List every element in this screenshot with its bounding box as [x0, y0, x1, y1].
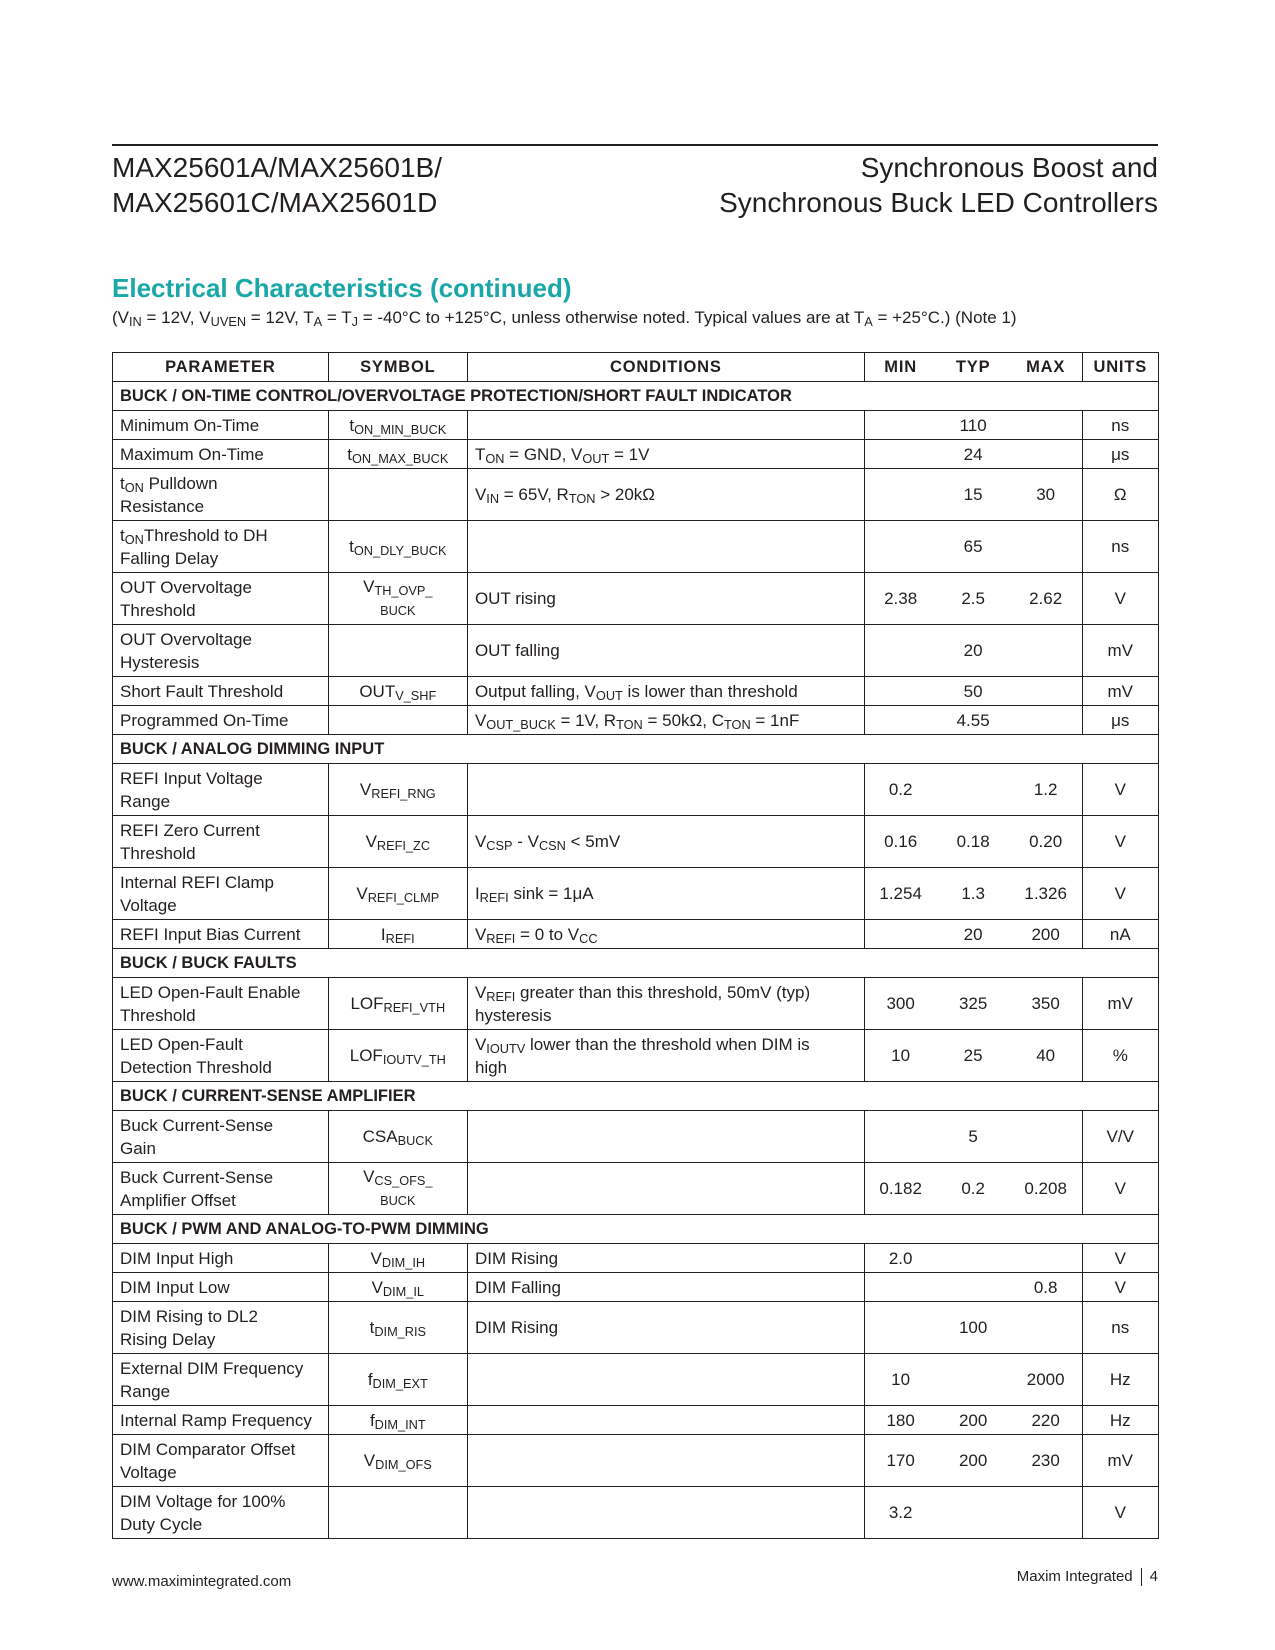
table-group-row [113, 1215, 1159, 1244]
cell-conditions: DIM Rising [467, 1244, 864, 1273]
cell-min: 0.16 [864, 816, 936, 868]
cell-max: 220 [1010, 1406, 1082, 1435]
col-header-min: MIN [864, 353, 936, 382]
cell-conditions: OUT rising [467, 573, 864, 625]
part-numbers-line2: MAX25601C/MAX25601D [112, 187, 438, 218]
cell-units: V/V [1082, 1111, 1158, 1163]
cell-min: 170 [864, 1435, 936, 1487]
cell-conditions [467, 1406, 864, 1435]
cell-units: μs [1082, 440, 1158, 469]
cell-parameter: External DIM Frequency Range [113, 1354, 329, 1406]
cell-parameter: REFI Zero Current Threshold [113, 816, 329, 868]
cell-max [1010, 1302, 1082, 1354]
cell-min: 0.182 [864, 1163, 936, 1215]
cell-units: mV [1082, 978, 1158, 1030]
table-row [113, 1354, 1159, 1406]
table-row [113, 1273, 1159, 1302]
cell-min [864, 411, 936, 440]
cell-symbol: $V_{CS\_OFS\_}$ BUCK [328, 1163, 467, 1215]
col-header-parameter: PARAMETER [113, 353, 329, 382]
cell-max [1010, 625, 1082, 677]
group-label: BUCK / BUCK FAULTS [113, 949, 1159, 978]
cell-conditions: $T_{ON}$ = GND, $V_{OUT} = 1V$ [467, 440, 864, 469]
document-title [719, 150, 1158, 220]
cell-parameter: LED Open-Fault Enable Threshold [113, 978, 329, 1030]
table-row [113, 440, 1159, 469]
cell-conditions: $V_{REFI} = 0$ to $V_{CC}$ [467, 920, 864, 949]
cell-units: Hz [1082, 1354, 1158, 1406]
footer-divider [1141, 1568, 1142, 1586]
table-row [113, 1030, 1159, 1082]
cell-conditions: $V_{IOUTV}$ lower than the threshold when DIM is high [467, 1030, 864, 1082]
cell-min: 3.2 [864, 1487, 936, 1539]
cell-symbol: $I_{REFI}$ [328, 920, 467, 949]
cell-min: 180 [864, 1406, 936, 1435]
cell-max [1010, 521, 1082, 573]
cell-units: nA [1082, 920, 1158, 949]
cell-parameter: DIM Rising to DL2 Rising Delay [113, 1302, 329, 1354]
cell-typ [937, 764, 1010, 816]
cell-max: 200 [1010, 920, 1082, 949]
cell-symbol: $LOF_{IOUTV\_TH}$ [328, 1030, 467, 1082]
cell-max: 0.8 [1010, 1273, 1082, 1302]
cell-symbol: $f_{DIM\_INT}$ [328, 1406, 467, 1435]
col-header-max: MAX [1010, 353, 1082, 382]
cell-units: Hz [1082, 1406, 1158, 1435]
cell-symbol [328, 625, 467, 677]
cell-symbol: $V_{REFI\_RNG}$ [328, 764, 467, 816]
table-row [113, 1111, 1159, 1163]
section-conditions: ($V_{IN} = 12V$, $V_{UVEN} = 12V$, $T_A = T_J = -40^\circ C$ to +125°C, unless otherwise noted. Typical values are at $T_A = +25^\circ C$.) (Note 1) [112, 308, 1017, 330]
cell-min: 2.38 [864, 573, 936, 625]
cell-parameter: DIM Comparator Offset Voltage [113, 1435, 329, 1487]
table-row [113, 469, 1159, 521]
document-title-line2: Synchronous Buck LED Controllers [719, 187, 1158, 218]
cell-max [1010, 1487, 1082, 1539]
table-group-row [113, 382, 1159, 411]
cell-parameter: DIM Voltage for 100% Duty Cycle [113, 1487, 329, 1539]
cell-min [864, 920, 936, 949]
cell-symbol: $LOF_{REFI\_VTH}$ [328, 978, 467, 1030]
cell-units: V [1082, 1487, 1158, 1539]
cell-typ: 5 [937, 1111, 1010, 1163]
cell-parameter: OUT Overvoltage Hysteresis [113, 625, 329, 677]
cell-max [1010, 440, 1082, 469]
cell-symbol: $t_{DIM\_RIS}$ [328, 1302, 467, 1354]
cell-min [864, 706, 936, 735]
cell-parameter: Internal Ramp Frequency [113, 1406, 329, 1435]
cell-conditions: $V_{OUT\_BUCK} = 1V$, $R_{TON} = 50k\Omega$, $C_{TON} = 1nF$ [467, 706, 864, 735]
cell-min [864, 1111, 936, 1163]
cell-conditions: $V_{IN} = 65V$, $R_{TON} > 20k\Omega$ [467, 469, 864, 521]
cell-parameter: Buck Current-Sense Amplifier Offset [113, 1163, 329, 1215]
cell-typ [937, 1273, 1010, 1302]
footer-company [1017, 1568, 1158, 1586]
cell-units: mV [1082, 625, 1158, 677]
cell-parameter: Buck Current-Sense Gain [113, 1111, 329, 1163]
group-label: BUCK / ON-TIME CONTROL/OVERVOLTAGE PROTECTION/SHORT FAULT INDICATOR [113, 382, 1159, 411]
table-row [113, 625, 1159, 677]
cell-max: 30 [1010, 469, 1082, 521]
table-row [113, 978, 1159, 1030]
cell-conditions: $V_{REFI}$ greater than this threshold, 50mV (typ) hysteresis [467, 978, 864, 1030]
part-numbers-line1: MAX25601A/MAX25601B/ [112, 152, 442, 183]
cell-typ [937, 1244, 1010, 1273]
cell-units: V [1082, 868, 1158, 920]
cell-parameter: REFI Input Voltage Range [113, 764, 329, 816]
cell-typ: 200 [937, 1406, 1010, 1435]
cell-min: 0.2 [864, 764, 936, 816]
cell-units: ns [1082, 1302, 1158, 1354]
table-group-row [113, 949, 1159, 978]
section-title: Electrical Characteristics (continued) [112, 273, 572, 303]
cell-typ: 20 [937, 920, 1010, 949]
table-row [113, 573, 1159, 625]
cell-max [1010, 706, 1082, 735]
cell-max: 2000 [1010, 1354, 1082, 1406]
cell-parameter: DIM Input High [113, 1244, 329, 1273]
cell-parameter: Programmed On-Time [113, 706, 329, 735]
cell-conditions [467, 1354, 864, 1406]
cell-units: mV [1082, 1435, 1158, 1487]
cell-typ: 50 [937, 677, 1010, 706]
cell-parameter: LED Open-Fault Detection Threshold [113, 1030, 329, 1082]
table-row [113, 1302, 1159, 1354]
cell-units: % [1082, 1030, 1158, 1082]
cell-min [864, 521, 936, 573]
cell-max: 230 [1010, 1435, 1082, 1487]
table-row [113, 1487, 1159, 1539]
header-rule [112, 144, 1158, 146]
cell-typ: 1.3 [937, 868, 1010, 920]
cell-symbol: $V_{REFI\_CLMP}$ [328, 868, 467, 920]
cell-typ: 4.55 [937, 706, 1010, 735]
cell-conditions: $V_{CSP} - V_{CSN} < 5mV$ [467, 816, 864, 868]
cell-max [1010, 1111, 1082, 1163]
cell-max: 2.62 [1010, 573, 1082, 625]
cell-units: V [1082, 1163, 1158, 1215]
cell-max [1010, 411, 1082, 440]
table-row [113, 764, 1159, 816]
cell-parameter: DIM Input Low [113, 1273, 329, 1302]
cell-max: 1.326 [1010, 868, 1082, 920]
cell-typ: 25 [937, 1030, 1010, 1082]
table-row [113, 920, 1159, 949]
cell-typ: 20 [937, 625, 1010, 677]
cell-min: 1.254 [864, 868, 936, 920]
table-row [113, 1163, 1159, 1215]
cell-parameter: $t_{ON}$ Pulldown Resistance [113, 469, 329, 521]
cell-typ: 2.5 [937, 573, 1010, 625]
cell-units: V [1082, 1273, 1158, 1302]
table-header-row [113, 353, 1159, 382]
cell-min [864, 469, 936, 521]
col-header-symbol: SYMBOL [328, 353, 467, 382]
cell-parameter: Internal REFI Clamp Voltage [113, 868, 329, 920]
cell-units: ns [1082, 521, 1158, 573]
cell-conditions [467, 411, 864, 440]
cell-min [864, 440, 936, 469]
page-number: 4 [1149, 1568, 1158, 1585]
cell-parameter: Minimum On-Time [113, 411, 329, 440]
cell-typ [937, 1354, 1010, 1406]
table-group-row [113, 735, 1159, 764]
cell-symbol: $t_{ON\_MAX\_BUCK}$ [328, 440, 467, 469]
footer-company-name: Maxim Integrated [1016, 1568, 1133, 1585]
electrical-characteristics-table [112, 352, 1159, 1539]
cell-conditions [467, 1435, 864, 1487]
cell-parameter: REFI Input Bias Current [113, 920, 329, 949]
cell-parameter: Short Fault Threshold [113, 677, 329, 706]
table-row [113, 706, 1159, 735]
cell-symbol: $V_{DIM\_IH}$ [328, 1244, 467, 1273]
cell-min [864, 677, 936, 706]
cell-symbol: $t_{ON\_DLY\_BUCK}$ [328, 521, 467, 573]
cell-symbol [328, 469, 467, 521]
part-numbers [112, 150, 442, 220]
cell-max: 0.20 [1010, 816, 1082, 868]
group-label: BUCK / ANALOG DIMMING INPUT [113, 735, 1159, 764]
table-row [113, 411, 1159, 440]
table-row [113, 1406, 1159, 1435]
col-header-typ: TYP [937, 353, 1010, 382]
cell-typ: 100 [937, 1302, 1010, 1354]
group-label: BUCK / PWM AND ANALOG-TO-PWM DIMMING [113, 1215, 1159, 1244]
cell-min: 10 [864, 1354, 936, 1406]
cell-conditions: Output falling, $V_{OUT}$ is lower than threshold [467, 677, 864, 706]
cell-typ: 325 [937, 978, 1010, 1030]
cell-symbol: $CSA_{BUCK}$ [328, 1111, 467, 1163]
cell-units: V [1082, 1244, 1158, 1273]
cell-conditions [467, 521, 864, 573]
cell-min [864, 1273, 936, 1302]
cell-max: 1.2 [1010, 764, 1082, 816]
cell-max: 0.208 [1010, 1163, 1082, 1215]
cell-symbol: $V_{DIM\_OFS}$ [328, 1435, 467, 1487]
table-group-row [113, 1082, 1159, 1111]
cell-typ: 0.18 [937, 816, 1010, 868]
table-row [113, 521, 1159, 573]
cell-symbol [328, 1487, 467, 1539]
cell-parameter: OUT Overvoltage Threshold [113, 573, 329, 625]
group-label: BUCK / CURRENT-SENSE AMPLIFIER [113, 1082, 1159, 1111]
cell-conditions: DIM Rising [467, 1302, 864, 1354]
cell-typ: 200 [937, 1435, 1010, 1487]
cell-conditions: DIM Falling [467, 1273, 864, 1302]
cell-units: μs [1082, 706, 1158, 735]
cell-typ: 15 [937, 469, 1010, 521]
cell-conditions [467, 1163, 864, 1215]
cell-typ: 65 [937, 521, 1010, 573]
cell-typ [937, 1487, 1010, 1539]
cell-units: V [1082, 816, 1158, 868]
footer-website: www.maximintegrated.com [112, 1573, 292, 1590]
cell-max [1010, 1244, 1082, 1273]
col-header-units: UNITS [1082, 353, 1158, 382]
cell-min [864, 625, 936, 677]
table-row [113, 677, 1159, 706]
cell-units: V [1082, 764, 1158, 816]
cell-max [1010, 677, 1082, 706]
cell-units: mV [1082, 677, 1158, 706]
cell-min: 2.0 [864, 1244, 936, 1273]
cell-symbol [328, 706, 467, 735]
cell-symbol: $V_{REFI\_ZC}$ [328, 816, 467, 868]
cell-symbol: $f_{DIM\_EXT}$ [328, 1354, 467, 1406]
cell-min: 10 [864, 1030, 936, 1082]
cell-conditions [467, 764, 864, 816]
cell-max: 350 [1010, 978, 1082, 1030]
cell-parameter: $t_{ON}Threshold$ to DH Falling Delay [113, 521, 329, 573]
cell-typ: 0.2 [937, 1163, 1010, 1215]
cell-units: ns [1082, 411, 1158, 440]
cell-typ: 110 [937, 411, 1010, 440]
table-row [113, 1435, 1159, 1487]
table-body [113, 382, 1159, 1539]
document-title-line1: Synchronous Boost and [860, 152, 1158, 183]
cell-symbol: $OUT_{V\_SHF}$ [328, 677, 467, 706]
cell-typ: 24 [937, 440, 1010, 469]
cell-min [864, 1302, 936, 1354]
cell-conditions [467, 1111, 864, 1163]
cell-units: V [1082, 573, 1158, 625]
cell-conditions [467, 1487, 864, 1539]
table-row [113, 868, 1159, 920]
cell-min: 300 [864, 978, 936, 1030]
cell-conditions: $I_{REFI}$ sink = 1μA [467, 868, 864, 920]
cell-conditions: OUT falling [467, 625, 864, 677]
cell-parameter: Maximum On-Time [113, 440, 329, 469]
cell-max: 40 [1010, 1030, 1082, 1082]
table-row [113, 816, 1159, 868]
col-header-conditions: CONDITIONS [467, 353, 864, 382]
cell-units: Ω [1082, 469, 1158, 521]
cell-symbol: $V_{DIM\_IL}$ [328, 1273, 467, 1302]
cell-symbol: $V_{TH\_OVP\_}$ BUCK [328, 573, 467, 625]
cell-symbol: $t_{ON\_MIN\_BUCK}$ [328, 411, 467, 440]
table-row [113, 1244, 1159, 1273]
